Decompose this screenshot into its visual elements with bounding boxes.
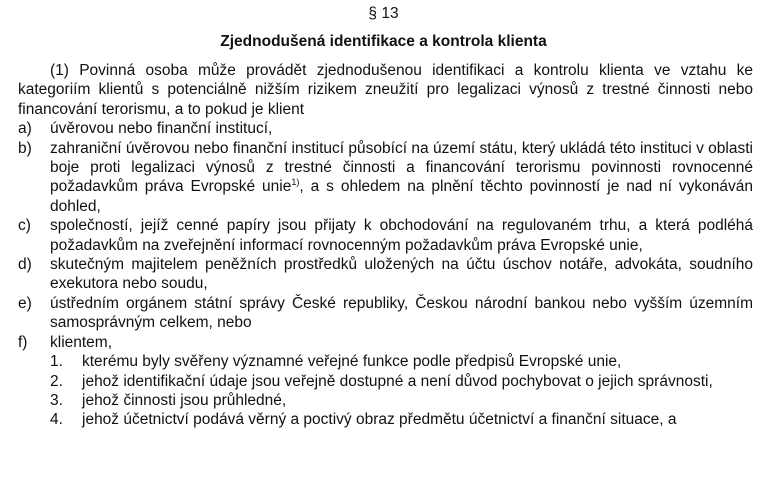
subitem (50, 391, 753, 410)
section-number: § 13 (368, 5, 399, 22)
paragraph-intro: (1) Povinná osoba může provádět zjednodušenou identifikaci a kontrolu klienta ve vztahu ke kategoriím klientů s potenciálně nižším rizikem zneužití pro legalizaci výnosů z trestné činnosti nebo financování terorismu, a to pokud je klient (18, 62, 753, 118)
item-letter: f) (18, 333, 28, 351)
subitem-text: jehož účetnictví podává věrný a poctivý obraz předmětu účetnictví a finanční situace, a (82, 411, 677, 429)
list-item (18, 139, 753, 217)
footnote-reference[interactable]: 1) (291, 177, 300, 188)
item-text: skutečným majitelem peněžních prostředků uložených na účtu úschov notáře, advokáta, soudního exekutora nebo soudu, (50, 256, 753, 293)
item-text: ústředním orgánem státní správy České republiky, Českou národní bankou nebo vyšším územním samosprávným celkem, nebo (50, 294, 753, 332)
item-text: úvěrovou nebo finanční institucí, (50, 120, 273, 138)
section-body (18, 61, 753, 430)
subitem-list (18, 352, 753, 430)
subitem-number: 1. (50, 353, 63, 371)
item-letter: b) (18, 139, 32, 157)
item-letter: d) (18, 256, 32, 274)
list-item (18, 255, 753, 294)
subitem (50, 410, 753, 429)
item-text: zahraniční úvěrovou nebo finanční institucí působící na území státu, který ukládá této instituci v oblasti boje proti legalizaci výnosů z trestné činnosti a financování terorismu povinnosti rovnocenné požadavkům práva Evropské unie (50, 139, 753, 196)
subitem-number: 4. (50, 411, 63, 429)
item-letter: e) (18, 294, 32, 312)
list-item (18, 333, 753, 352)
subitem-number: 2. (50, 372, 63, 390)
subitem-text: jehož identifikační údaje jsou veřejně dostupné a není důvod pochybovat o jejich správnosti, (82, 372, 713, 390)
list-item (18, 119, 753, 138)
item-letter: a) (18, 120, 32, 138)
list-item (18, 294, 753, 333)
list-item (18, 216, 753, 255)
item-text-container (50, 139, 753, 217)
item-text: klientem, (50, 333, 113, 351)
section-title: Zjednodušená identifikace a kontrola klienta (220, 33, 547, 50)
item-letter: c) (18, 217, 31, 235)
item-text-continuation: , a s ohledem na plnění těchto povinností je nad ní vykonáván dohled, (50, 178, 754, 215)
item-list (18, 119, 753, 352)
item-text: společností, jejíž cenné papíry jsou přijaty k obchodování na regulovaném trhu, a která podléhá požadavkům na zveřejnění informací rovnocenným požadavkům práva Evropské unie, (50, 217, 753, 254)
subitem-text: kterému byly svěřeny významné veřejné funkce podle předpisů Evropské unie, (82, 353, 622, 371)
subitem-text: jehož činnosti jsou průhledné, (82, 391, 287, 409)
subitem (50, 372, 753, 391)
subitem-number: 3. (50, 391, 63, 409)
subitem (50, 352, 753, 371)
